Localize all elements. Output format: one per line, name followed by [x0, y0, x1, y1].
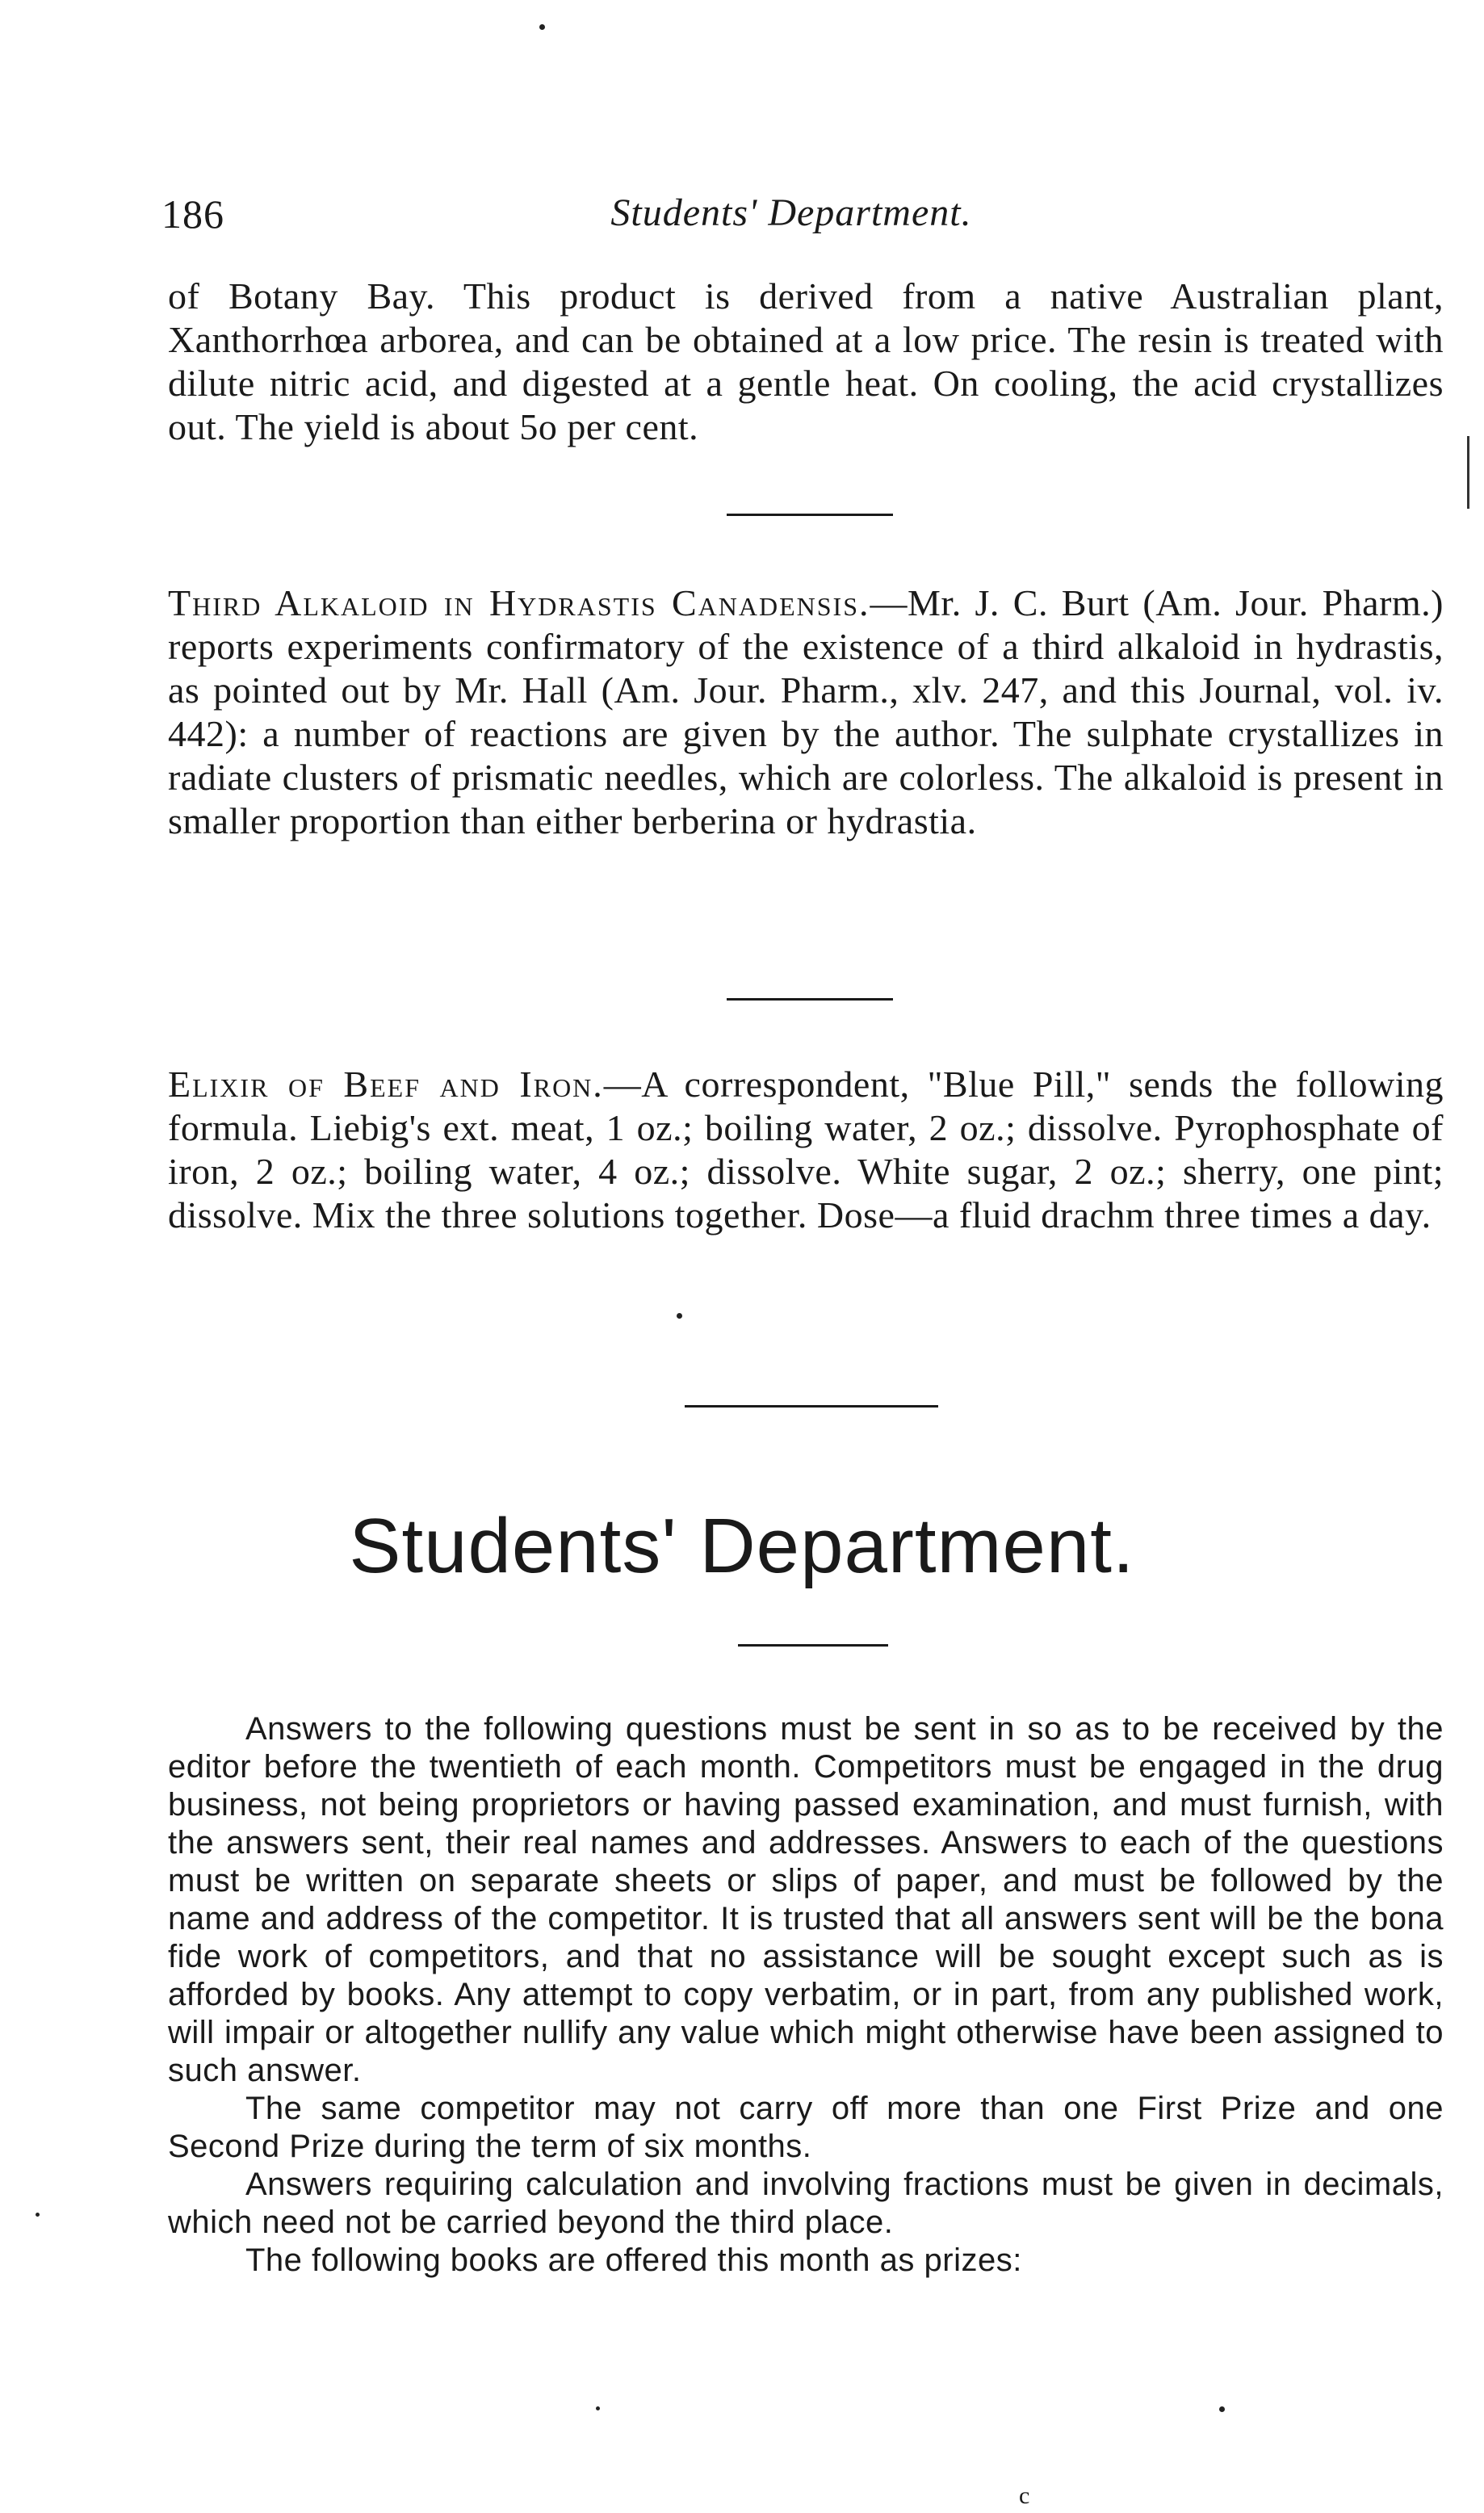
page-number: 186: [161, 191, 224, 237]
notice-paragraph: The same competitor may not carry off more than one First Prize and one Second Prize during the term of six months.: [168, 2091, 1444, 2164]
print-speck: [539, 24, 545, 30]
running-head: Students' Department.: [610, 191, 972, 234]
print-speck: [1219, 2406, 1225, 2412]
paragraph-text: of Botany Bay. This product is derived from a native Australian plant, Xanthorrhœa arborea, and can be obtained at a low price. The resin is treated with dilute nitric acid, and digested at a gentle heat. On cooling, the acid crystallizes out. The yield is about 5o per cent.: [168, 275, 1444, 447]
item-body: —Mr. J. C. Burt (Am. Jour. Pharm.) reports experiments confirmatory of the existence of a third alkaloid in hydrastis, as pointed out by Mr. Hall (Am. Jour. Pharm., xlv. 247, and this Journal, vol. iv. 442): a number of reactions are given by the author. The sulphate crystallizes in radiate clusters of prismatic needles, which are colorless. The alkaloid is present in smaller proportion than either berberina or hydrastia.: [168, 582, 1444, 841]
print-speck: [596, 2406, 600, 2410]
section-title: Students' Department.: [349, 1503, 1135, 1589]
page-header: [161, 191, 1421, 255]
notice-paragraph: Answers to the following questions must be sent in so as to be received by the editor before the twentieth of each month. Competitors must be engaged in the drug business, not being proprietors or having passed examination, and must furnish, with the answers sent, their real names and addresses. Answers to each of the questions must be written on separate sheets or slips of paper, and must be followed by the name and address of the competitor. It is trusted that all answers sent will be the bona fide work of competitors, and that no assistance will be sought except such as is afforded by books. Any attempt to copy verbatim, or in part, from any published work, will impair or altogether nullify any value which might otherwise have been assigned to such answer.: [168, 1711, 1444, 2088]
item-heading: Elixir of Beef and Iron.: [168, 1064, 604, 1105]
item-body: —A correspondent, "Blue Pill," sends the following formula. Liebig's ext. meat, 1 oz.; boiling water, 2 oz.; dissolve. Pyrophosphate of iron, 2 oz.; boiling water, 4 oz.; dissolve. White sugar, 2 oz.; sherry, one pint; dissolve. Mix the three solutions together. Dose—a fluid drachm three times a day.: [168, 1064, 1444, 1236]
paragraph-xanthorrhoea: [168, 275, 1444, 449]
print-speck: [36, 2213, 40, 2217]
item-heading: Third Alkaloid in Hydrastis Canadensis.: [168, 582, 870, 623]
section-title-rule: [738, 1644, 888, 1647]
print-speck: [677, 1313, 682, 1319]
notice-paragraph: The following books are offered this month as prizes:: [245, 2242, 1022, 2278]
separator-rule: [727, 514, 893, 516]
competition-notice: [168, 1710, 1444, 2280]
item-hydrastis: [168, 581, 1444, 843]
section-rule: [685, 1405, 938, 1408]
signature-mark: c: [1019, 2482, 1030, 2509]
page-edge-mark: [1467, 436, 1469, 509]
notice-paragraph: Answers requiring calculation and involving fractions must be given in decimals, which need not be carried beyond the third place.: [168, 2167, 1444, 2240]
separator-rule: [727, 998, 893, 1001]
item-elixir: [168, 1063, 1444, 1237]
